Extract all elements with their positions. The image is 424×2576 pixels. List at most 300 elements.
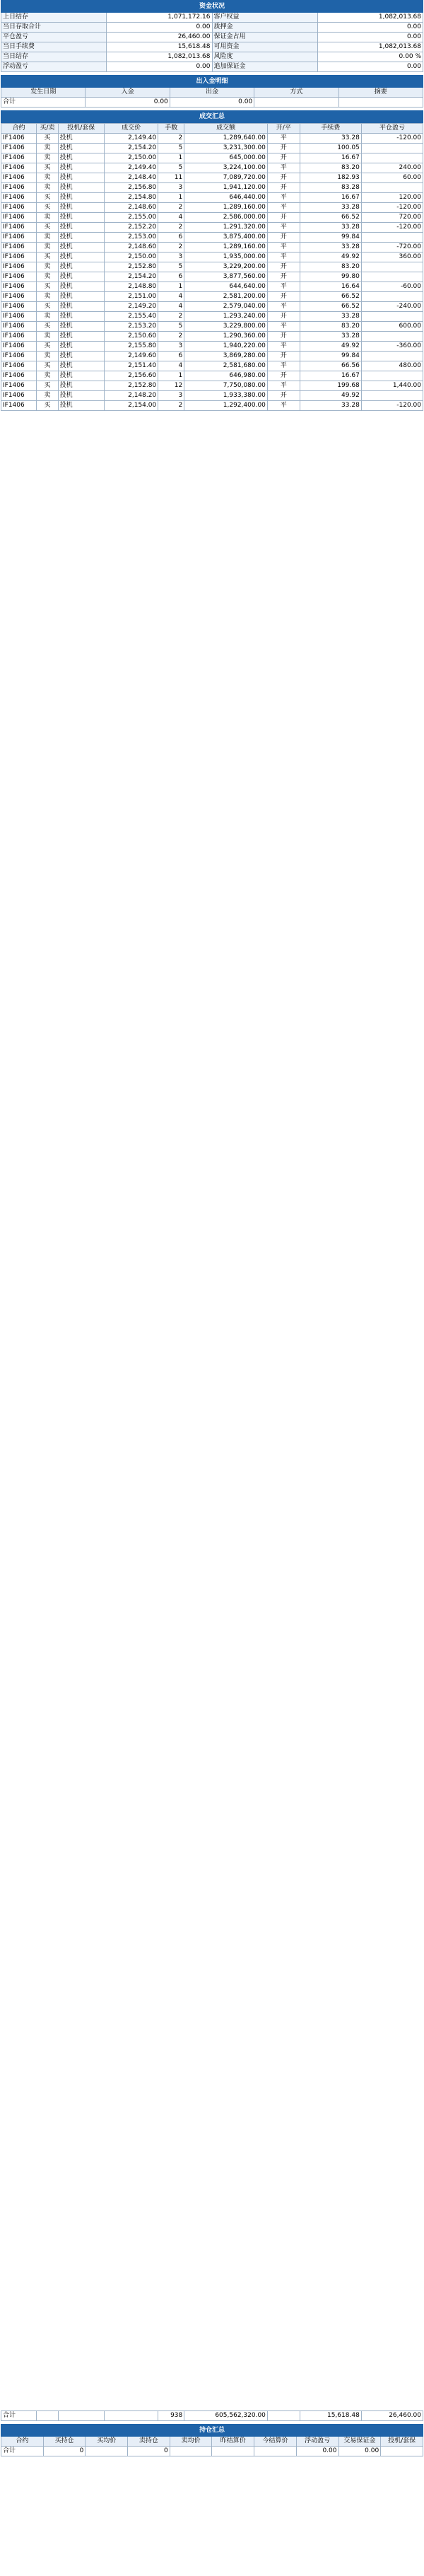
table-row — [1, 381, 423, 391]
trade-price: 2,149.20 — [104, 302, 158, 312]
trade-fee: 49.92 — [300, 253, 361, 262]
trade-open-close: 开 — [267, 153, 300, 163]
trade-hands: 12 — [158, 381, 184, 391]
trade-open-close: 开 — [267, 233, 300, 243]
trade-side: 买 — [37, 282, 59, 292]
trade-type: 投机 — [58, 342, 104, 352]
trade-amount: 1,291,320.00 — [184, 223, 268, 233]
trade-contract: IF1406 — [1, 203, 37, 213]
table-row — [1, 173, 423, 183]
trade-pnl — [361, 352, 423, 361]
position-total-label: 合计 — [1, 2447, 44, 2456]
trade-pnl — [361, 371, 423, 381]
trade-side: 卖 — [37, 173, 59, 183]
position-total-value: 0 — [43, 2447, 86, 2456]
trade-open-close: 平 — [267, 381, 300, 391]
trade-fee: 66.52 — [300, 213, 361, 223]
trade-price: 2,148.20 — [104, 391, 158, 401]
trade-price: 2,150.00 — [104, 153, 158, 163]
table-row — [1, 371, 423, 381]
trade-price: 2,156.80 — [104, 183, 158, 193]
account-value: 0.00 — [107, 23, 212, 33]
trade-open-close: 平 — [267, 361, 300, 371]
trade-type: 投机 — [58, 302, 104, 312]
trade-price: 2,150.00 — [104, 253, 158, 262]
account-label: 追加保证金 — [212, 62, 317, 72]
account-label: 当日手续费 — [1, 42, 107, 52]
account-value: 0.00 — [317, 33, 423, 42]
trade-contract: IF1406 — [1, 183, 37, 193]
trade-amount: 1,289,160.00 — [184, 243, 268, 253]
account-row — [1, 62, 423, 72]
trade-header-cell: 手续费 — [300, 124, 361, 134]
table-row — [1, 312, 423, 322]
trade-side: 卖 — [37, 391, 59, 401]
trade-fee: 16.67 — [300, 371, 361, 381]
trade-side: 卖 — [37, 272, 59, 282]
trade-fee: 83.28 — [300, 183, 361, 193]
account-label: 当日结存 — [1, 52, 107, 62]
trade-amount: 7,750,080.00 — [184, 381, 268, 391]
trade-hands: 6 — [158, 352, 184, 361]
trade-contract: IF1406 — [1, 371, 37, 381]
trade-type: 投机 — [58, 173, 104, 183]
trade-fee: 33.28 — [300, 401, 361, 411]
position-header-cell: 买持仓 — [43, 2437, 86, 2447]
cashflow-total-out: 0.00 — [170, 98, 254, 108]
table-row — [1, 203, 423, 213]
trade-hands: 3 — [158, 183, 184, 193]
trade-side: 买 — [37, 253, 59, 262]
trade-pnl: 60.00 — [361, 173, 423, 183]
table-row — [1, 153, 423, 163]
trade-amount: 1,935,000.00 — [184, 253, 268, 262]
trade-header-row — [1, 124, 423, 134]
trade-open-close: 平 — [267, 253, 300, 262]
trade-amount: 3,229,200.00 — [184, 262, 268, 272]
trade-pnl: -120.00 — [361, 223, 423, 233]
trade-fee: 49.92 — [300, 391, 361, 401]
trade-hands: 2 — [158, 312, 184, 322]
account-label: 保证金占用 — [212, 33, 317, 42]
trade-fee: 49.92 — [300, 342, 361, 352]
trade-pnl — [361, 391, 423, 401]
trade-hands: 1 — [158, 371, 184, 381]
position-header-cell: 合约 — [1, 2437, 44, 2447]
trade-open-close: 平 — [267, 163, 300, 173]
trade-side: 买 — [37, 193, 59, 203]
trade-details — [1, 123, 423, 2410]
account-label: 当日存取合计 — [1, 23, 107, 33]
table-row — [1, 243, 423, 253]
trade-fee: 16.67 — [300, 153, 361, 163]
trade-price: 2,153.20 — [104, 322, 158, 332]
trade-body — [1, 134, 423, 411]
trade-amount: 1,289,640.00 — [184, 134, 268, 144]
trade-fee: 99.80 — [300, 272, 361, 282]
trade-total-pnl: 26,460.00 — [361, 2411, 423, 2421]
trade-contract: IF1406 — [1, 282, 37, 292]
trade-pnl — [361, 144, 423, 153]
trade-open-close: 平 — [267, 401, 300, 411]
trade-open-close: 开 — [267, 292, 300, 302]
trade-type: 投机 — [58, 282, 104, 292]
account-label: 可用资金 — [212, 42, 317, 52]
trade-open-close: 平 — [267, 223, 300, 233]
table-row — [1, 144, 423, 153]
trade-side: 卖 — [37, 332, 59, 342]
trade-amount: 1,293,240.00 — [184, 312, 268, 322]
trade-type: 投机 — [58, 193, 104, 203]
trade-amount: 3,869,280.00 — [184, 352, 268, 361]
account-value: 0.00 — [107, 62, 212, 72]
trade-side: 卖 — [37, 312, 59, 322]
trade-type: 投机 — [58, 381, 104, 391]
position-total-value — [254, 2447, 297, 2456]
trade-header-cell: 成交价 — [104, 124, 158, 134]
trade-type: 投机 — [58, 134, 104, 144]
trade-side: 买 — [37, 361, 59, 371]
trade-price: 2,154.80 — [104, 193, 158, 203]
trade-price: 2,152.20 — [104, 223, 158, 233]
trade-price: 2,151.00 — [104, 292, 158, 302]
trade-hands: 2 — [158, 401, 184, 411]
trade-pnl: 600.00 — [361, 322, 423, 332]
trade-open-close: 开 — [267, 262, 300, 272]
trade-fee: 99.84 — [300, 233, 361, 243]
position-total-value: 0.00 — [338, 2447, 381, 2456]
trade-contract: IF1406 — [1, 322, 37, 332]
trade-pnl: 480.00 — [361, 361, 423, 371]
trade-fee: 16.64 — [300, 282, 361, 292]
table-row — [1, 361, 423, 371]
trade-side: 卖 — [37, 153, 59, 163]
trade-fee: 33.28 — [300, 223, 361, 233]
table-row — [1, 322, 423, 332]
trade-amount: 3,229,800.00 — [184, 322, 268, 332]
trade-type: 投机 — [58, 144, 104, 153]
trade-contract: IF1406 — [1, 193, 37, 203]
cashflow-table — [1, 75, 423, 108]
trade-side: 卖 — [37, 213, 59, 223]
trade-title-table — [1, 110, 423, 123]
account-label: 浮动盈亏 — [1, 62, 107, 72]
account-label: 客户权益 — [212, 13, 317, 23]
trade-amount: 3,877,560.00 — [184, 272, 268, 282]
trade-type: 投机 — [58, 322, 104, 332]
trade-amount: 1,290,360.00 — [184, 332, 268, 342]
trade-contract: IF1406 — [1, 272, 37, 282]
trade-header-cell: 成交额 — [184, 124, 268, 134]
trade-pnl: 1,440.00 — [361, 381, 423, 391]
trade-header-cell: 平仓盈亏 — [361, 124, 423, 134]
account-value: 1,071,172.16 — [107, 13, 212, 23]
trade-total-amount: 605,562,320.00 — [184, 2411, 268, 2421]
trade-side: 卖 — [37, 371, 59, 381]
account-value: 1,082,013.68 — [317, 13, 423, 23]
trade-total-fee: 15,618.48 — [300, 2411, 361, 2421]
trade-header-cell: 投机/套保 — [58, 124, 104, 134]
trade-hands: 2 — [158, 203, 184, 213]
account-label: 平仓盈亏 — [1, 33, 107, 42]
trade-pnl: 120.00 — [361, 193, 423, 203]
position-total-value — [212, 2447, 254, 2456]
trade-fee: 99.84 — [300, 352, 361, 361]
trade-type: 投机 — [58, 243, 104, 253]
position-header-cell: 卖均价 — [170, 2437, 212, 2447]
trade-open-close: 开 — [267, 144, 300, 153]
trade-side: 买 — [37, 322, 59, 332]
cashflow-header-cell: 摘要 — [338, 88, 423, 98]
trade-pnl: 720.00 — [361, 213, 423, 223]
trade-amount: 646,980.00 — [184, 371, 268, 381]
table-row — [1, 332, 423, 342]
trade-side: 买 — [37, 381, 59, 391]
trade-pnl: -720.00 — [361, 243, 423, 253]
account-value: 0.00 % — [317, 52, 423, 62]
trade-price: 2,154.20 — [104, 272, 158, 282]
trade-amount: 1,940,220.00 — [184, 342, 268, 352]
trade-open-close: 开 — [267, 332, 300, 342]
trade-hands: 5 — [158, 144, 184, 153]
trade-side: 买 — [37, 401, 59, 411]
trade-fee: 83.20 — [300, 322, 361, 332]
trade-contract: IF1406 — [1, 342, 37, 352]
trade-hands: 2 — [158, 223, 184, 233]
trade-header-cell: 合约 — [1, 124, 37, 134]
table-row — [1, 134, 423, 144]
table-row — [1, 352, 423, 361]
position-header-cell: 交易保证金 — [338, 2437, 381, 2447]
trade-price: 2,148.60 — [104, 243, 158, 253]
trade-title-bar — [1, 111, 423, 123]
trade-hands: 1 — [158, 153, 184, 163]
account-table — [1, 0, 423, 72]
trade-fee: 199.68 — [300, 381, 361, 391]
account-label: 质押金 — [212, 23, 317, 33]
account-row — [1, 33, 423, 42]
account-value: 15,618.48 — [107, 42, 212, 52]
trade-amount: 7,089,720.00 — [184, 173, 268, 183]
trade-amount: 645,000.00 — [184, 153, 268, 163]
trade-open-close: 平 — [267, 193, 300, 203]
position-header-cell: 投机/套保 — [381, 2437, 423, 2447]
trade-contract: IF1406 — [1, 213, 37, 223]
trade-open-close: 平 — [267, 282, 300, 292]
trade-contract: IF1406 — [1, 253, 37, 262]
trade-pnl — [361, 233, 423, 243]
trade-hands: 5 — [158, 163, 184, 173]
table-row — [1, 262, 423, 272]
cashflow-header-cell: 发生日期 — [1, 88, 86, 98]
trade-price: 2,151.40 — [104, 361, 158, 371]
trade-type: 投机 — [58, 233, 104, 243]
trade-open-close: 平 — [267, 243, 300, 253]
trade-price: 2,150.60 — [104, 332, 158, 342]
trade-pnl — [361, 262, 423, 272]
trade-amount: 3,875,400.00 — [184, 233, 268, 243]
trade-type: 投机 — [58, 292, 104, 302]
position-header-cell: 买均价 — [86, 2437, 128, 2447]
trade-hands: 6 — [158, 233, 184, 243]
position-total-row — [1, 2447, 423, 2456]
table-row — [1, 391, 423, 401]
trade-pnl: 240.00 — [361, 163, 423, 173]
trade-pnl — [361, 312, 423, 322]
cashflow-total-row — [1, 98, 423, 108]
trade-price: 2,155.80 — [104, 342, 158, 352]
trade-price: 2,149.60 — [104, 352, 158, 361]
trade-pnl — [361, 332, 423, 342]
trade-price: 2,156.60 — [104, 371, 158, 381]
position-table — [1, 2424, 423, 2456]
account-row — [1, 23, 423, 33]
trade-open-close: 开 — [267, 173, 300, 183]
trade-hands: 2 — [158, 243, 184, 253]
trade-open-close: 开 — [267, 371, 300, 381]
trade-contract: IF1406 — [1, 401, 37, 411]
trade-price: 2,154.20 — [104, 144, 158, 153]
trade-price: 2,155.00 — [104, 213, 158, 223]
account-row — [1, 42, 423, 52]
trade-fee: 33.28 — [300, 203, 361, 213]
trade-open-close: 平 — [267, 203, 300, 213]
trade-hands: 2 — [158, 134, 184, 144]
trade-side: 卖 — [37, 292, 59, 302]
trade-pnl: -120.00 — [361, 401, 423, 411]
trade-price: 2,148.60 — [104, 203, 158, 213]
trade-hands: 2 — [158, 332, 184, 342]
trade-pnl: -240.00 — [361, 302, 423, 312]
trade-header-cell: 买/卖 — [37, 124, 59, 134]
trade-pnl: -360.00 — [361, 342, 423, 352]
trade-open-close: 开 — [267, 391, 300, 401]
trade-hands: 6 — [158, 272, 184, 282]
trade-side: 卖 — [37, 243, 59, 253]
table-row — [1, 253, 423, 262]
trade-hands: 4 — [158, 361, 184, 371]
trade-hands: 3 — [158, 391, 184, 401]
trade-amount: 644,640.00 — [184, 282, 268, 292]
trade-pnl: 360.00 — [361, 253, 423, 262]
trade-hands: 11 — [158, 173, 184, 183]
trade-pnl — [361, 183, 423, 193]
trade-open-close: 平 — [267, 342, 300, 352]
trade-contract: IF1406 — [1, 153, 37, 163]
trade-fee: 33.28 — [300, 243, 361, 253]
trade-contract: IF1406 — [1, 302, 37, 312]
trade-side: 买 — [37, 203, 59, 213]
trade-hands: 3 — [158, 342, 184, 352]
trade-amount: 2,579,040.00 — [184, 302, 268, 312]
trade-type: 投机 — [58, 352, 104, 361]
account-value: 0.00 — [317, 62, 423, 72]
trade-type: 投机 — [58, 203, 104, 213]
cashflow-total-label: 合计 — [1, 98, 86, 108]
trade-contract: IF1406 — [1, 312, 37, 322]
trade-type: 投机 — [58, 253, 104, 262]
trade-price: 2,149.40 — [104, 163, 158, 173]
trade-type: 投机 — [58, 262, 104, 272]
trade-price: 2,154.00 — [104, 401, 158, 411]
trade-open-close: 平 — [267, 302, 300, 312]
trade-contract: IF1406 — [1, 381, 37, 391]
position-header-cell: 卖持仓 — [128, 2437, 170, 2447]
cashflow-title: 出入金明细 — [1, 76, 423, 88]
trade-type: 投机 — [58, 371, 104, 381]
trade-side: 买 — [37, 302, 59, 312]
table-row — [1, 292, 423, 302]
table-row — [1, 223, 423, 233]
trade-type: 投机 — [58, 272, 104, 282]
trade-open-close: 平 — [267, 134, 300, 144]
account-label: 风险度 — [212, 52, 317, 62]
trade-contract: IF1406 — [1, 332, 37, 342]
table-row — [1, 302, 423, 312]
trade-fee: 16.67 — [300, 193, 361, 203]
trade-side: 买 — [37, 342, 59, 352]
trade-fee: 66.52 — [300, 292, 361, 302]
trade-contract: IF1406 — [1, 173, 37, 183]
table-row — [1, 342, 423, 352]
trade-amount: 2,581,680.00 — [184, 361, 268, 371]
position-total-value — [381, 2447, 423, 2456]
trade-hands: 5 — [158, 262, 184, 272]
account-title: 资金状况 — [1, 1, 423, 13]
trade-contract: IF1406 — [1, 163, 37, 173]
trade-title: 成交汇总 — [199, 113, 225, 120]
trade-total-label: 合计 — [1, 2411, 37, 2421]
trade-contract: IF1406 — [1, 243, 37, 253]
trade-amount: 1,292,400.00 — [184, 401, 268, 411]
trade-header-cell: 手数 — [158, 124, 184, 134]
trade-type: 投机 — [58, 332, 104, 342]
trade-contract: IF1406 — [1, 223, 37, 233]
trade-type: 投机 — [58, 213, 104, 223]
trade-hands: 4 — [158, 302, 184, 312]
trade-price: 2,149.40 — [104, 134, 158, 144]
trade-price: 2,148.80 — [104, 282, 158, 292]
trade-side: 卖 — [37, 144, 59, 153]
cashflow-header-cell: 方式 — [254, 88, 338, 98]
trade-price: 2,155.40 — [104, 312, 158, 322]
trade-hands: 1 — [158, 282, 184, 292]
position-header-cell: 今结算价 — [254, 2437, 297, 2447]
position-total-value: 0.00 — [296, 2447, 338, 2456]
position-header-cell: 浮动盈亏 — [296, 2437, 338, 2447]
position-header-cell: 昨结算价 — [212, 2437, 254, 2447]
position-total-value — [170, 2447, 212, 2456]
trade-contract: IF1406 — [1, 144, 37, 153]
trade-amount: 2,581,200.00 — [184, 292, 268, 302]
trade-fee: 182.93 — [300, 173, 361, 183]
position-title: 持仓汇总 — [1, 2425, 423, 2437]
trade-price: 2,153.00 — [104, 233, 158, 243]
trade-type: 投机 — [58, 312, 104, 322]
trade-total-table — [1, 2410, 423, 2421]
account-value: 1,082,013.68 — [107, 52, 212, 62]
trade-contract: IF1406 — [1, 352, 37, 361]
trade-fee: 66.52 — [300, 302, 361, 312]
trade-amount: 646,440.00 — [184, 193, 268, 203]
trade-contract: IF1406 — [1, 292, 37, 302]
account-value: 26,460.00 — [107, 33, 212, 42]
trade-fee: 83.20 — [300, 262, 361, 272]
trade-pnl — [361, 272, 423, 282]
trade-fee: 33.28 — [300, 312, 361, 322]
trade-type: 投机 — [58, 391, 104, 401]
trade-type: 投机 — [58, 223, 104, 233]
